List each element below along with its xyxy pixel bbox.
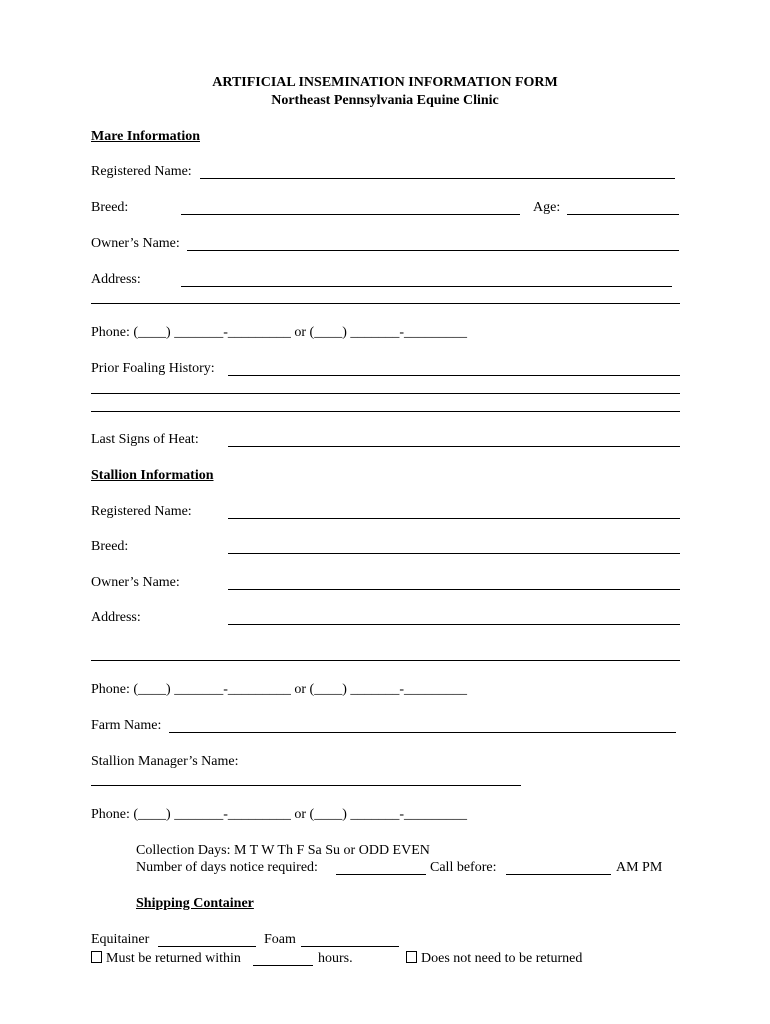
stallion-phone-line[interactable]: Phone: (____) _______-_________ or (____) _______-_________	[91, 682, 468, 697]
mare-owner-label: Owner’s Name:	[91, 236, 180, 251]
mare-section-heading: Mare Information	[91, 129, 200, 144]
no-return-checkbox[interactable]	[406, 951, 417, 963]
foam-label: Foam	[264, 932, 296, 947]
mare-age-label: Age:	[533, 200, 561, 215]
stallion-registered-name-label: Registered Name:	[91, 504, 192, 519]
mare-foaling-label: Prior Foaling History:	[91, 361, 215, 376]
farm-name-field[interactable]	[169, 732, 676, 733]
mare-foaling-field-1[interactable]	[228, 375, 680, 376]
stallion-manager-field[interactable]	[91, 785, 521, 786]
stallion-address-field-2[interactable]	[91, 660, 680, 661]
no-return-option[interactable]	[406, 951, 582, 967]
call-before-field[interactable]	[506, 874, 611, 875]
mare-owner-field[interactable]	[187, 250, 679, 251]
mare-age-field[interactable]	[567, 214, 679, 215]
mare-breed-label: Breed:	[91, 200, 129, 215]
notice-days-label: Number of days notice required:	[136, 860, 318, 875]
form-title: ARTIFICIAL INSEMINATION INFORMATION FORM	[212, 75, 558, 90]
call-before-label: Call before:	[430, 860, 497, 875]
hours-label: hours.	[318, 951, 353, 966]
stallion-registered-name-field[interactable]	[228, 518, 680, 519]
am-pm-label: AM PM	[616, 860, 663, 875]
manager-phone-line[interactable]: Phone: (____) _______-_________ or (____) _______-_________	[91, 807, 468, 822]
no-return-label: Does not need to be returned	[421, 951, 583, 966]
mare-foaling-field-2[interactable]	[91, 393, 680, 394]
shipping-section-heading: Shipping Container	[136, 896, 254, 911]
mare-registered-name-field[interactable]	[200, 178, 675, 179]
stallion-manager-label: Stallion Manager’s Name:	[91, 754, 239, 769]
foam-field[interactable]	[301, 946, 399, 947]
equitainer-field[interactable]	[158, 946, 256, 947]
stallion-breed-field[interactable]	[228, 553, 680, 554]
stallion-owner-label: Owner’s Name:	[91, 575, 180, 590]
must-return-option[interactable]	[91, 951, 241, 967]
mare-phone-line[interactable]: Phone: (____) _______-_________ or (____) _______-_________	[91, 325, 468, 340]
mare-breed-field[interactable]	[181, 214, 520, 215]
mare-heat-field[interactable]	[228, 446, 680, 447]
mare-foaling-field-3[interactable]	[91, 411, 680, 412]
mare-registered-name-label: Registered Name:	[91, 164, 192, 179]
mare-heat-label: Last Signs of Heat:	[91, 432, 199, 447]
return-hours-field[interactable]	[253, 965, 313, 966]
farm-name-label: Farm Name:	[91, 718, 162, 733]
equitainer-label: Equitainer	[91, 932, 150, 947]
stallion-section-heading: Stallion Information	[91, 468, 214, 483]
must-return-checkbox[interactable]	[91, 951, 102, 963]
clinic-name: Northeast Pennsylvania Equine Clinic	[271, 93, 499, 108]
must-return-label: Must be returned within	[106, 951, 241, 966]
stallion-address-field-1[interactable]	[228, 624, 680, 625]
notice-days-field[interactable]	[336, 874, 426, 875]
stallion-owner-field[interactable]	[228, 589, 680, 590]
stallion-breed-label: Breed:	[91, 539, 129, 554]
stallion-address-label: Address:	[91, 610, 141, 625]
collection-days-line: Collection Days: M T W Th F Sa Su or ODD EVEN	[136, 843, 430, 858]
mare-address-field-1[interactable]	[181, 286, 672, 287]
mare-address-field-2[interactable]	[91, 303, 680, 304]
mare-address-label: Address:	[91, 272, 141, 287]
